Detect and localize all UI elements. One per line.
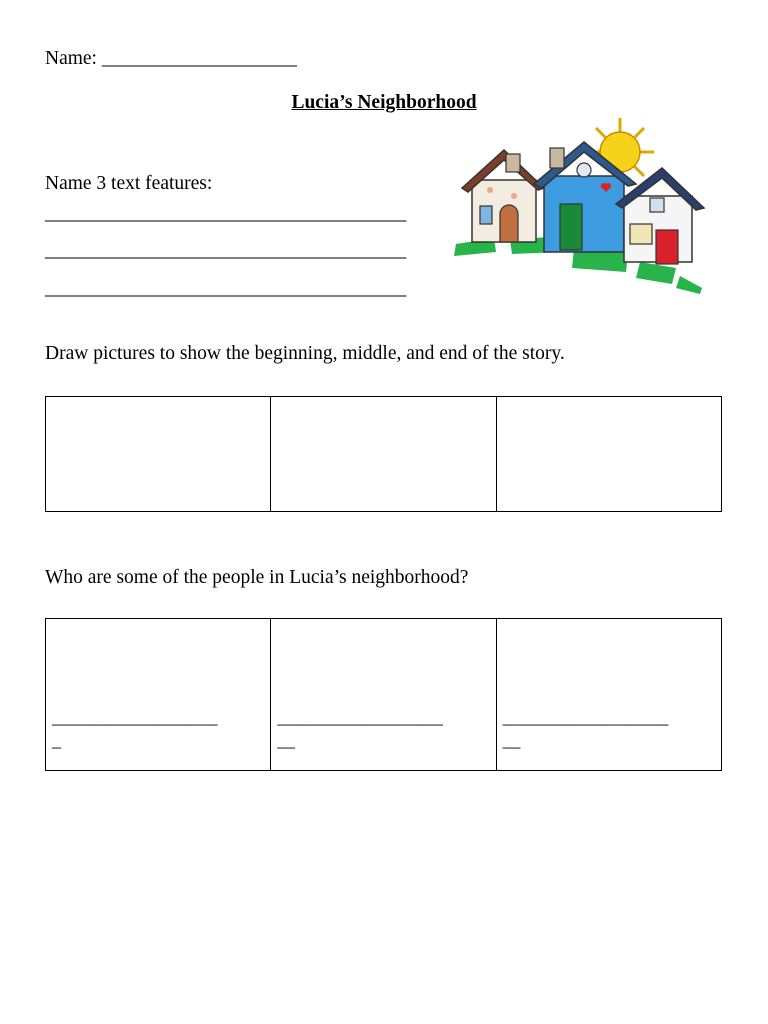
text-feature-line-2[interactable]: ______________________________________	[45, 240, 406, 261]
person-name-line-3[interactable]: ___________________ __	[502, 707, 668, 750]
neighborhood-houses-icon	[450, 112, 708, 296]
name-label: Name:	[45, 48, 97, 69]
person-box-2[interactable]	[271, 619, 496, 770]
end-drawing-box[interactable]	[497, 397, 721, 511]
story-drawing-boxes	[45, 396, 722, 512]
text-features-prompt: Name 3 text features:	[45, 173, 213, 194]
people-boxes	[45, 618, 722, 771]
worksheet-title: Lucia’s Neighborhood	[291, 92, 477, 113]
beginning-drawing-box[interactable]	[46, 397, 271, 511]
middle-drawing-box[interactable]	[271, 397, 496, 511]
text-feature-line-1[interactable]: ______________________________________	[45, 203, 406, 224]
people-prompt: Who are some of the people in Lucia’s neighborhood?	[45, 567, 469, 588]
name-field[interactable]	[45, 48, 297, 70]
left-house-icon	[462, 150, 544, 242]
person-name-line-2[interactable]: ___________________ __	[277, 707, 443, 750]
name-blank[interactable]: ____________________	[101, 48, 297, 69]
story-prompt: Draw pictures to show the beginning, middle, and end of the story.	[45, 343, 565, 364]
person-box-3[interactable]	[497, 619, 721, 770]
text-feature-line-3[interactable]: ______________________________________	[45, 278, 406, 299]
person-name-line-1[interactable]: ___________________ _	[52, 707, 218, 750]
person-box-1[interactable]	[46, 619, 271, 770]
sun-icon	[588, 118, 654, 176]
